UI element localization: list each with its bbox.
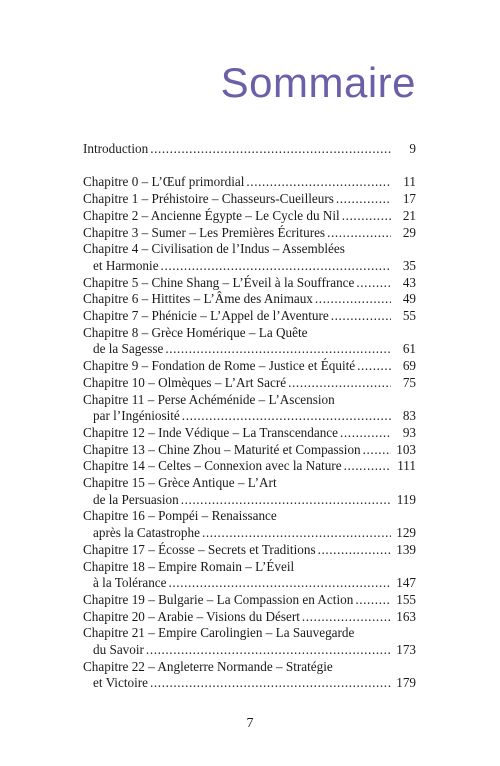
toc-entry-page: 21 <box>402 207 416 223</box>
dot-leader <box>246 174 391 191</box>
toc-entry-page: 103 <box>396 441 416 457</box>
dot-leader <box>331 308 391 325</box>
table-of-contents <box>83 141 416 692</box>
toc-entry-page: 29 <box>402 224 416 240</box>
dot-leader <box>302 609 391 626</box>
toc-entry-title: Chapitre 14 – Celtes – Connexion avec la Nature <box>83 458 342 474</box>
toc-entry-page: 129 <box>396 525 416 541</box>
dot-leader <box>356 275 391 292</box>
toc-entry-page: 9 <box>409 141 416 156</box>
toc-entry-page: 179 <box>396 675 416 691</box>
dot-leader <box>363 442 391 459</box>
toc-entry-page: 119 <box>396 491 416 507</box>
dot-leader <box>357 358 391 375</box>
toc-entry-title: Chapitre 20 – Arabie – Visions du Désert <box>83 608 300 624</box>
dot-leader <box>150 141 391 158</box>
dot-leader <box>340 425 391 442</box>
toc-entry-chapter-10 <box>83 375 416 392</box>
dot-leader <box>318 542 391 559</box>
page-number: 7 <box>246 716 254 731</box>
toc-entry-title: Chapitre 19 – Bulgarie – La Compassion en Action <box>83 591 354 607</box>
toc-entry-page: 35 <box>402 257 416 273</box>
toc-entry-title: après la Catastrophe <box>93 525 200 541</box>
toc-entry-chapter-8-line1: Chapitre 8 – Grèce Homérique – La Quête <box>83 324 308 340</box>
dot-leader <box>182 408 391 425</box>
toc-entry-page: 17 <box>402 191 416 207</box>
toc-entry-chapter-13 <box>83 442 416 459</box>
toc-entry-page: 139 <box>396 541 416 557</box>
toc-entry-page: 147 <box>396 575 416 591</box>
toc-entry-page: 61 <box>402 341 416 357</box>
dot-leader <box>315 291 391 308</box>
toc-entry-chapter-16-line1: Chapitre 16 – Pompéi – Renaissance <box>83 508 277 524</box>
toc-entry-introduction <box>83 141 416 158</box>
dot-leader <box>344 458 391 475</box>
toc-entry-chapter-20 <box>83 609 416 626</box>
dot-leader <box>165 341 391 358</box>
toc-entry-title: Chapitre 13 – Chine Zhou – Maturité et Compassion <box>83 441 361 457</box>
toc-entry-chapter-15 <box>83 492 416 509</box>
toc-entry-title: et Victoire <box>93 675 148 691</box>
toc-entry-chapter-2 <box>83 208 416 225</box>
toc-entry-title: Chapitre 3 – Sumer – Les Premières Écritures <box>83 224 326 240</box>
toc-entry-chapter-7 <box>83 308 416 325</box>
toc-entry-chapter-21 <box>83 642 416 659</box>
toc-entry-title: Chapitre 12 – Inde Védique – La Transcendance <box>83 424 339 440</box>
toc-entry-chapter-8 <box>83 341 416 358</box>
toc-entry-chapter-22-line1: Chapitre 22 – Angleterre Normande – Stratégie <box>83 658 333 674</box>
toc-entry-page: 55 <box>402 308 416 324</box>
dot-leader <box>342 208 391 225</box>
dot-leader <box>181 492 391 509</box>
dot-leader <box>161 258 391 275</box>
toc-entry-chapter-14 <box>83 458 416 475</box>
toc-entry-chapter-1 <box>83 191 416 208</box>
toc-entry-chapter-17 <box>83 542 416 559</box>
toc-entry-title: Introduction <box>83 141 149 156</box>
toc-entry-title: de la Persuasion <box>93 491 179 507</box>
toc-entry-chapter-18 <box>83 575 416 592</box>
dot-leader <box>355 592 391 609</box>
toc-entry-chapter-4-line1: Chapitre 4 – Civilisation de l’Indus – Assemblées <box>83 241 345 257</box>
toc-entry-title: Chapitre 7 – Phénicie – L’Appel de l’Aventure <box>83 308 329 324</box>
toc-entry-title: à la Tolérance <box>93 575 167 591</box>
toc-entry-title: et Harmonie <box>93 257 159 273</box>
toc-entry-title: Chapitre 17 – Écosse – Secrets et Traditions <box>83 541 316 557</box>
toc-entry-chapter-0 <box>83 174 416 191</box>
toc-entry-title: Chapitre 1 – Préhistoire – Chasseurs-Cueilleurs <box>83 191 334 207</box>
toc-entry-chapter-18-line1: Chapitre 18 – Empire Romain – L’Éveil <box>83 558 295 574</box>
toc-entry-title: Chapitre 0 – L’Œuf primordial <box>83 174 245 190</box>
dot-leader <box>146 642 391 659</box>
toc-entry-page: 43 <box>402 274 416 290</box>
dot-leader <box>336 191 391 208</box>
toc-entry-page: 111 <box>397 458 416 474</box>
toc-entry-page: 155 <box>396 591 416 607</box>
toc-entry-chapter-3 <box>83 225 416 242</box>
toc-entry-title: de la Sagesse <box>93 341 164 357</box>
page-title: Sommaire <box>220 59 416 106</box>
toc-entry-chapter-11-line1: Chapitre 11 – Perse Achéménide – L’Ascension <box>83 391 335 407</box>
toc-entry-page: 75 <box>402 374 416 390</box>
dot-leader <box>150 675 391 692</box>
toc-entry-page: 93 <box>402 424 416 440</box>
dot-leader <box>202 525 391 542</box>
toc-entry-page: 49 <box>402 291 416 307</box>
toc-entry-page: 163 <box>396 608 416 624</box>
toc-entry-chapter-5 <box>83 275 416 292</box>
toc-entry-title: Chapitre 10 – Olmèques – L’Art Sacré <box>83 374 287 390</box>
toc-entry-chapter-4 <box>83 258 416 275</box>
toc-entry-page: 69 <box>402 358 416 374</box>
toc-entry-chapter-11 <box>83 408 416 425</box>
toc-entry-chapter-16 <box>83 525 416 542</box>
toc-entry-title: par l’Ingéniosité <box>93 408 180 424</box>
toc-entry-page: 83 <box>402 408 416 424</box>
toc-entry-chapter-21-line1: Chapitre 21 – Empire Carolingien – La Sauvegarde <box>83 625 355 641</box>
toc-entry-chapter-9 <box>83 358 416 375</box>
toc-entry-chapter-15-line1: Chapitre 15 – Grèce Antique – L’Art <box>83 475 277 491</box>
spacer <box>83 158 416 175</box>
toc-entry-chapter-12 <box>83 425 416 442</box>
toc-entry-chapter-6 <box>83 291 416 308</box>
toc-entry-page: 173 <box>396 642 416 658</box>
toc-entry-title: du Savoir <box>93 642 144 658</box>
toc-entry-title: Chapitre 2 – Ancienne Égypte – Le Cycle du Nil <box>83 207 340 223</box>
toc-entry-chapter-22 <box>83 675 416 692</box>
toc-entry-page: 11 <box>403 174 416 190</box>
toc-entry-title: Chapitre 5 – Chine Shang – L’Éveil à la Souffrance <box>83 274 355 290</box>
dot-leader <box>288 375 391 392</box>
dot-leader <box>169 575 391 592</box>
toc-entry-title: Chapitre 6 – Hittites – L’Âme des Animaux <box>83 291 313 307</box>
dot-leader <box>327 225 391 242</box>
toc-entry-title: Chapitre 9 – Fondation de Rome – Justice et Équité <box>83 358 356 374</box>
toc-entry-chapter-19 <box>83 592 416 609</box>
